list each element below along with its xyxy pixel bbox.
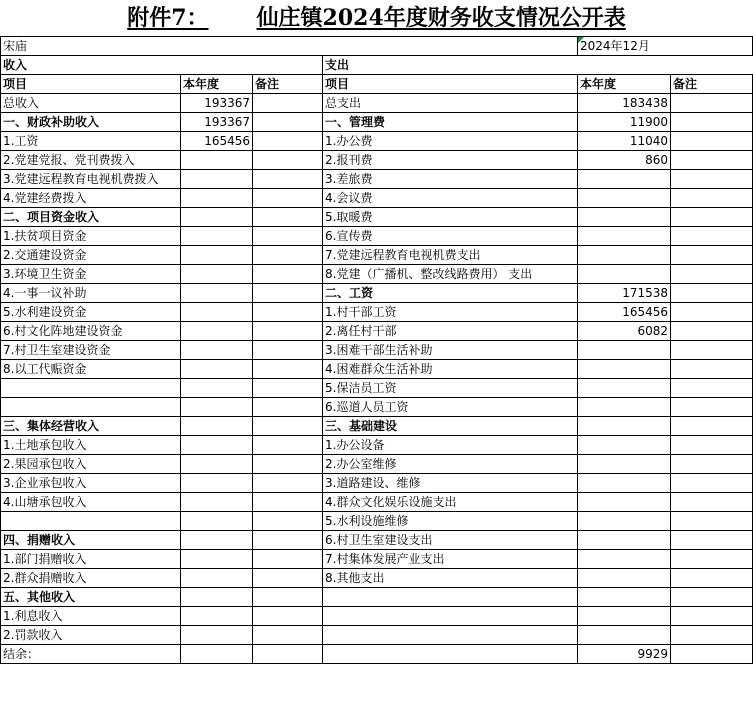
unit-name[interactable]: 宋庙 [1,37,323,56]
table-row [1,569,753,588]
income-value-cell[interactable] [181,569,253,588]
expense-value-cell[interactable]: 860 [578,151,671,170]
expense-note-cell[interactable] [671,569,753,588]
expense-note-cell[interactable] [671,493,753,512]
expense-note-cell[interactable] [671,94,753,113]
expense-value-cell[interactable]: 171538 [578,284,671,303]
income-item-cell[interactable]: 2.党建党报、党刊费拨入 [1,151,181,170]
income-item-cell[interactable]: 5.水利建设资金 [1,303,181,322]
income-item-cell[interactable] [1,512,181,531]
income-value-cell[interactable] [181,303,253,322]
income-note-cell[interactable] [253,322,323,341]
expense-value-cell[interactable] [578,550,671,569]
income-note-cell[interactable] [253,474,323,493]
expense-item-cell[interactable]: 1.村干部工资 [323,303,578,322]
expense-note-cell[interactable] [671,227,753,246]
table-row [1,550,753,569]
income-item-cell[interactable]: 二、项目资金收入 [1,208,181,227]
expense-item-cell[interactable]: 1.办公费 [323,132,578,151]
table-row [1,170,753,189]
expense-note-cell[interactable] [671,265,753,284]
expense-value-cell[interactable]: 183438 [578,94,671,113]
income-item-cell[interactable]: 7.村卫生室建设资金 [1,341,181,360]
income-item-cell[interactable]: 4.山塘承包收入 [1,493,181,512]
table-row [1,607,753,626]
balance-row [1,645,753,664]
income-note-cell[interactable] [253,284,323,303]
expense-item-cell[interactable]: 7.党建远程教育电视机费支出 [323,246,578,265]
blank-cell[interactable] [323,645,578,664]
income-value-cell[interactable] [181,531,253,550]
expense-value-cell[interactable] [578,398,671,417]
income-item-cell[interactable]: 一、财政补助收入 [1,113,181,132]
expense-note-cell[interactable] [671,455,753,474]
expense-note-cell[interactable] [671,626,753,645]
expense-note-cell[interactable] [671,398,753,417]
expense-item-cell[interactable]: 5.保洁员工资 [323,379,578,398]
blank-cell[interactable] [323,37,578,56]
expense-note-cell[interactable] [671,360,753,379]
table-row [1,512,753,531]
expense-note-cell[interactable] [671,531,753,550]
income-note-cell[interactable] [253,227,323,246]
income-value-cell[interactable] [181,455,253,474]
expense-note-cell[interactable] [671,113,753,132]
income-note-cell[interactable] [253,379,323,398]
income-item-cell[interactable]: 总收入 [1,94,181,113]
expense-item-cell[interactable]: 3.道路建设、维修 [323,474,578,493]
income-item-cell[interactable]: 1.部门捐赠收入 [1,550,181,569]
income-value-cell[interactable] [181,170,253,189]
income-note-cell[interactable] [253,588,323,607]
income-item-cell[interactable]: 2.果园承包收入 [1,455,181,474]
income-item-cell[interactable]: 1.工资 [1,132,181,151]
income-note-cell[interactable] [253,303,323,322]
expense-section-label[interactable]: 支出 [323,56,753,75]
income-note-cell[interactable] [253,531,323,550]
income-value-cell[interactable] [181,265,253,284]
income-value-cell[interactable] [181,474,253,493]
income-value-cell[interactable] [181,322,253,341]
col-header-year[interactable]: 本年度 [578,75,671,94]
income-note-cell[interactable] [253,132,323,151]
income-item-cell[interactable]: 6.村文化阵地建设资金 [1,322,181,341]
income-note-cell[interactable] [253,436,323,455]
income-note-cell[interactable] [253,246,323,265]
expense-item-cell[interactable]: 总支出 [323,94,578,113]
table-row [1,132,753,151]
expense-note-cell[interactable] [671,417,753,436]
col-header-year[interactable]: 本年度 [181,75,253,94]
table-row [1,436,753,455]
expense-value-cell[interactable] [578,341,671,360]
income-item-cell[interactable]: 2.群众捐赠收入 [1,569,181,588]
income-item-cell[interactable]: 2.罚款收入 [1,626,181,645]
report-date[interactable]: 2024年12月 [578,37,753,56]
expense-value-cell[interactable] [578,189,671,208]
table-row [1,398,753,417]
income-value-cell[interactable] [181,626,253,645]
income-value-cell[interactable] [181,417,253,436]
income-item-cell[interactable]: 4.一事一议补助 [1,284,181,303]
expense-value-cell[interactable] [578,588,671,607]
expense-value-cell[interactable] [578,379,671,398]
balance-value[interactable]: 9929 [578,645,671,664]
table-row [1,227,753,246]
income-item-cell[interactable]: 3.党建远程教育电视机费拨入 [1,170,181,189]
expense-value-cell[interactable] [578,436,671,455]
expense-note-cell[interactable] [671,246,753,265]
income-note-cell[interactable] [253,189,323,208]
expense-note-cell[interactable] [671,341,753,360]
balance-label[interactable]: 结余： [1,645,181,664]
table-row [1,189,753,208]
col-header-note[interactable]: 备注 [253,75,323,94]
expense-note-cell[interactable] [671,588,753,607]
income-note-cell[interactable] [253,151,323,170]
expense-item-cell[interactable]: 8.其他支出 [323,569,578,588]
table-row [1,474,753,493]
expense-item-cell[interactable] [323,626,578,645]
expense-item-cell[interactable]: 5.水利设施维修 [323,512,578,531]
income-section-label[interactable]: 收入 [1,56,323,75]
income-value-cell[interactable] [181,550,253,569]
expense-value-cell[interactable]: 11900 [578,113,671,132]
expense-note-cell[interactable] [671,151,753,170]
income-item-cell[interactable]: 五、其他收入 [1,588,181,607]
income-value-cell[interactable] [181,436,253,455]
income-value-cell[interactable] [181,512,253,531]
table-row [1,151,753,170]
expense-item-cell[interactable] [323,607,578,626]
finance-table [0,36,753,664]
income-value-cell[interactable] [181,151,253,170]
income-value-cell[interactable] [181,379,253,398]
income-item-cell[interactable]: 1.扶贫项目资金 [1,227,181,246]
expense-item-cell[interactable]: 5.取暖费 [323,208,578,227]
expense-value-cell[interactable] [578,626,671,645]
expense-note-cell[interactable] [671,436,753,455]
expense-item-cell[interactable]: 4.群众文化娱乐设施支出 [323,493,578,512]
table-row [1,113,753,132]
expense-item-cell[interactable]: 3.差旅费 [323,170,578,189]
expense-value-cell[interactable] [578,474,671,493]
income-item-cell[interactable] [1,398,181,417]
income-value-cell[interactable] [181,493,253,512]
table-row [1,417,753,436]
income-note-cell[interactable] [253,417,323,436]
table-row [1,322,753,341]
income-value-cell[interactable]: 165456 [181,132,253,151]
income-note-cell[interactable] [253,569,323,588]
table-row [1,265,753,284]
income-value-cell[interactable] [181,284,253,303]
income-value-cell[interactable] [181,398,253,417]
income-item-cell[interactable] [1,379,181,398]
expense-value-cell[interactable] [578,246,671,265]
income-note-cell[interactable] [253,265,323,284]
income-note-cell[interactable] [253,550,323,569]
expense-value-cell[interactable]: 11040 [578,132,671,151]
title-prefix: 附件7： [127,5,209,31]
income-value-cell[interactable] [181,208,253,227]
table-row [1,303,753,322]
table-row [1,284,753,303]
income-value-cell[interactable] [181,189,253,208]
income-item-cell[interactable]: 三、集体经营收入 [1,417,181,436]
income-note-cell[interactable] [253,94,323,113]
expense-item-cell[interactable]: 4.会议费 [323,189,578,208]
expense-note-cell[interactable] [671,550,753,569]
table-row [1,626,753,645]
income-value-cell[interactable] [181,360,253,379]
expense-value-cell[interactable] [578,512,671,531]
expense-value-cell[interactable] [578,170,671,189]
income-value-cell[interactable] [181,341,253,360]
table-row [1,208,753,227]
expense-note-cell[interactable] [671,379,753,398]
income-note-cell[interactable] [253,170,323,189]
expense-value-cell[interactable] [578,493,671,512]
expense-note-cell[interactable] [671,322,753,341]
expense-note-cell[interactable] [671,303,753,322]
table-row [1,379,753,398]
expense-item-cell[interactable]: 二、工资 [323,284,578,303]
table-row [1,360,753,379]
income-note-cell[interactable] [253,512,323,531]
blank-cell[interactable] [253,645,323,664]
expense-value-cell[interactable] [578,607,671,626]
expense-value-cell[interactable] [578,360,671,379]
income-item-cell[interactable]: 3.环境卫生资金 [1,265,181,284]
expense-value-cell[interactable]: 6082 [578,322,671,341]
expense-item-cell[interactable]: 2.办公室维修 [323,455,578,474]
income-note-cell[interactable] [253,208,323,227]
expense-value-cell[interactable] [578,531,671,550]
blank-cell[interactable] [181,645,253,664]
table-row [1,588,753,607]
expense-item-cell[interactable]: 3.困难干部生活补助 [323,341,578,360]
income-value-cell[interactable] [181,227,253,246]
expense-item-cell[interactable]: 1.办公设备 [323,436,578,455]
title-main: 仙庄镇2024年度财务收支情况公开表 [256,5,626,31]
expense-item-cell[interactable]: 8.党建（广播机、整改线路费用） 支出 [323,265,578,284]
table-row [1,246,753,265]
page-title [0,0,753,36]
expense-note-cell[interactable] [671,208,753,227]
table-row [1,455,753,474]
income-note-cell[interactable] [253,626,323,645]
expense-note-cell[interactable] [671,607,753,626]
expense-value-cell[interactable] [578,569,671,588]
col-header-item[interactable]: 项目 [1,75,181,94]
income-item-cell[interactable]: 8.以工代赈资金 [1,360,181,379]
income-item-cell[interactable]: 4.党建经费拨入 [1,189,181,208]
expense-value-cell[interactable] [578,227,671,246]
expense-note-cell[interactable] [671,189,753,208]
income-item-cell[interactable]: 2.交通建设资金 [1,246,181,265]
expense-value-cell[interactable]: 165456 [578,303,671,322]
income-note-cell[interactable] [253,398,323,417]
col-header-item[interactable]: 项目 [323,75,578,94]
income-value-cell[interactable] [181,246,253,265]
expense-note-cell[interactable] [671,284,753,303]
expense-note-cell[interactable] [671,474,753,493]
expense-item-cell[interactable]: 6.宣传费 [323,227,578,246]
expense-item-cell[interactable]: 一、管理费 [323,113,578,132]
income-note-cell[interactable] [253,341,323,360]
expense-note-cell[interactable] [671,512,753,531]
income-item-cell[interactable]: 四、捐赠收入 [1,531,181,550]
expense-value-cell[interactable] [578,455,671,474]
income-value-cell[interactable]: 193367 [181,113,253,132]
table-row [1,493,753,512]
expense-note-cell[interactable] [671,170,753,189]
expense-item-cell[interactable]: 7.村集体发展产业支出 [323,550,578,569]
income-note-cell[interactable] [253,455,323,474]
income-value-cell[interactable] [181,588,253,607]
expense-value-cell[interactable] [578,417,671,436]
expense-value-cell[interactable] [578,208,671,227]
col-header-note[interactable]: 备注 [671,75,753,94]
table-row [1,94,753,113]
blank-cell[interactable] [671,645,753,664]
expense-item-cell[interactable]: 6.巡道人员工资 [323,398,578,417]
income-note-cell[interactable] [253,493,323,512]
income-note-cell[interactable] [253,607,323,626]
expense-item-cell[interactable]: 4.困难群众生活补助 [323,360,578,379]
income-item-cell[interactable]: 1.土地承包收入 [1,436,181,455]
income-item-cell[interactable]: 1.利息收入 [1,607,181,626]
table-row [1,531,753,550]
table-row [1,341,753,360]
expense-item-cell[interactable]: 6.村卫生室建设支出 [323,531,578,550]
expense-note-cell[interactable] [671,132,753,151]
income-value-cell[interactable] [181,607,253,626]
expense-item-cell[interactable] [323,588,578,607]
income-item-cell[interactable]: 3.企业承包收入 [1,474,181,493]
income-value-cell[interactable]: 193367 [181,94,253,113]
income-note-cell[interactable] [253,360,323,379]
expense-item-cell[interactable]: 2.报刊费 [323,151,578,170]
income-note-cell[interactable] [253,113,323,132]
expense-item-cell[interactable]: 三、基础建设 [323,417,578,436]
expense-value-cell[interactable] [578,265,671,284]
expense-item-cell[interactable]: 2.离任村干部 [323,322,578,341]
